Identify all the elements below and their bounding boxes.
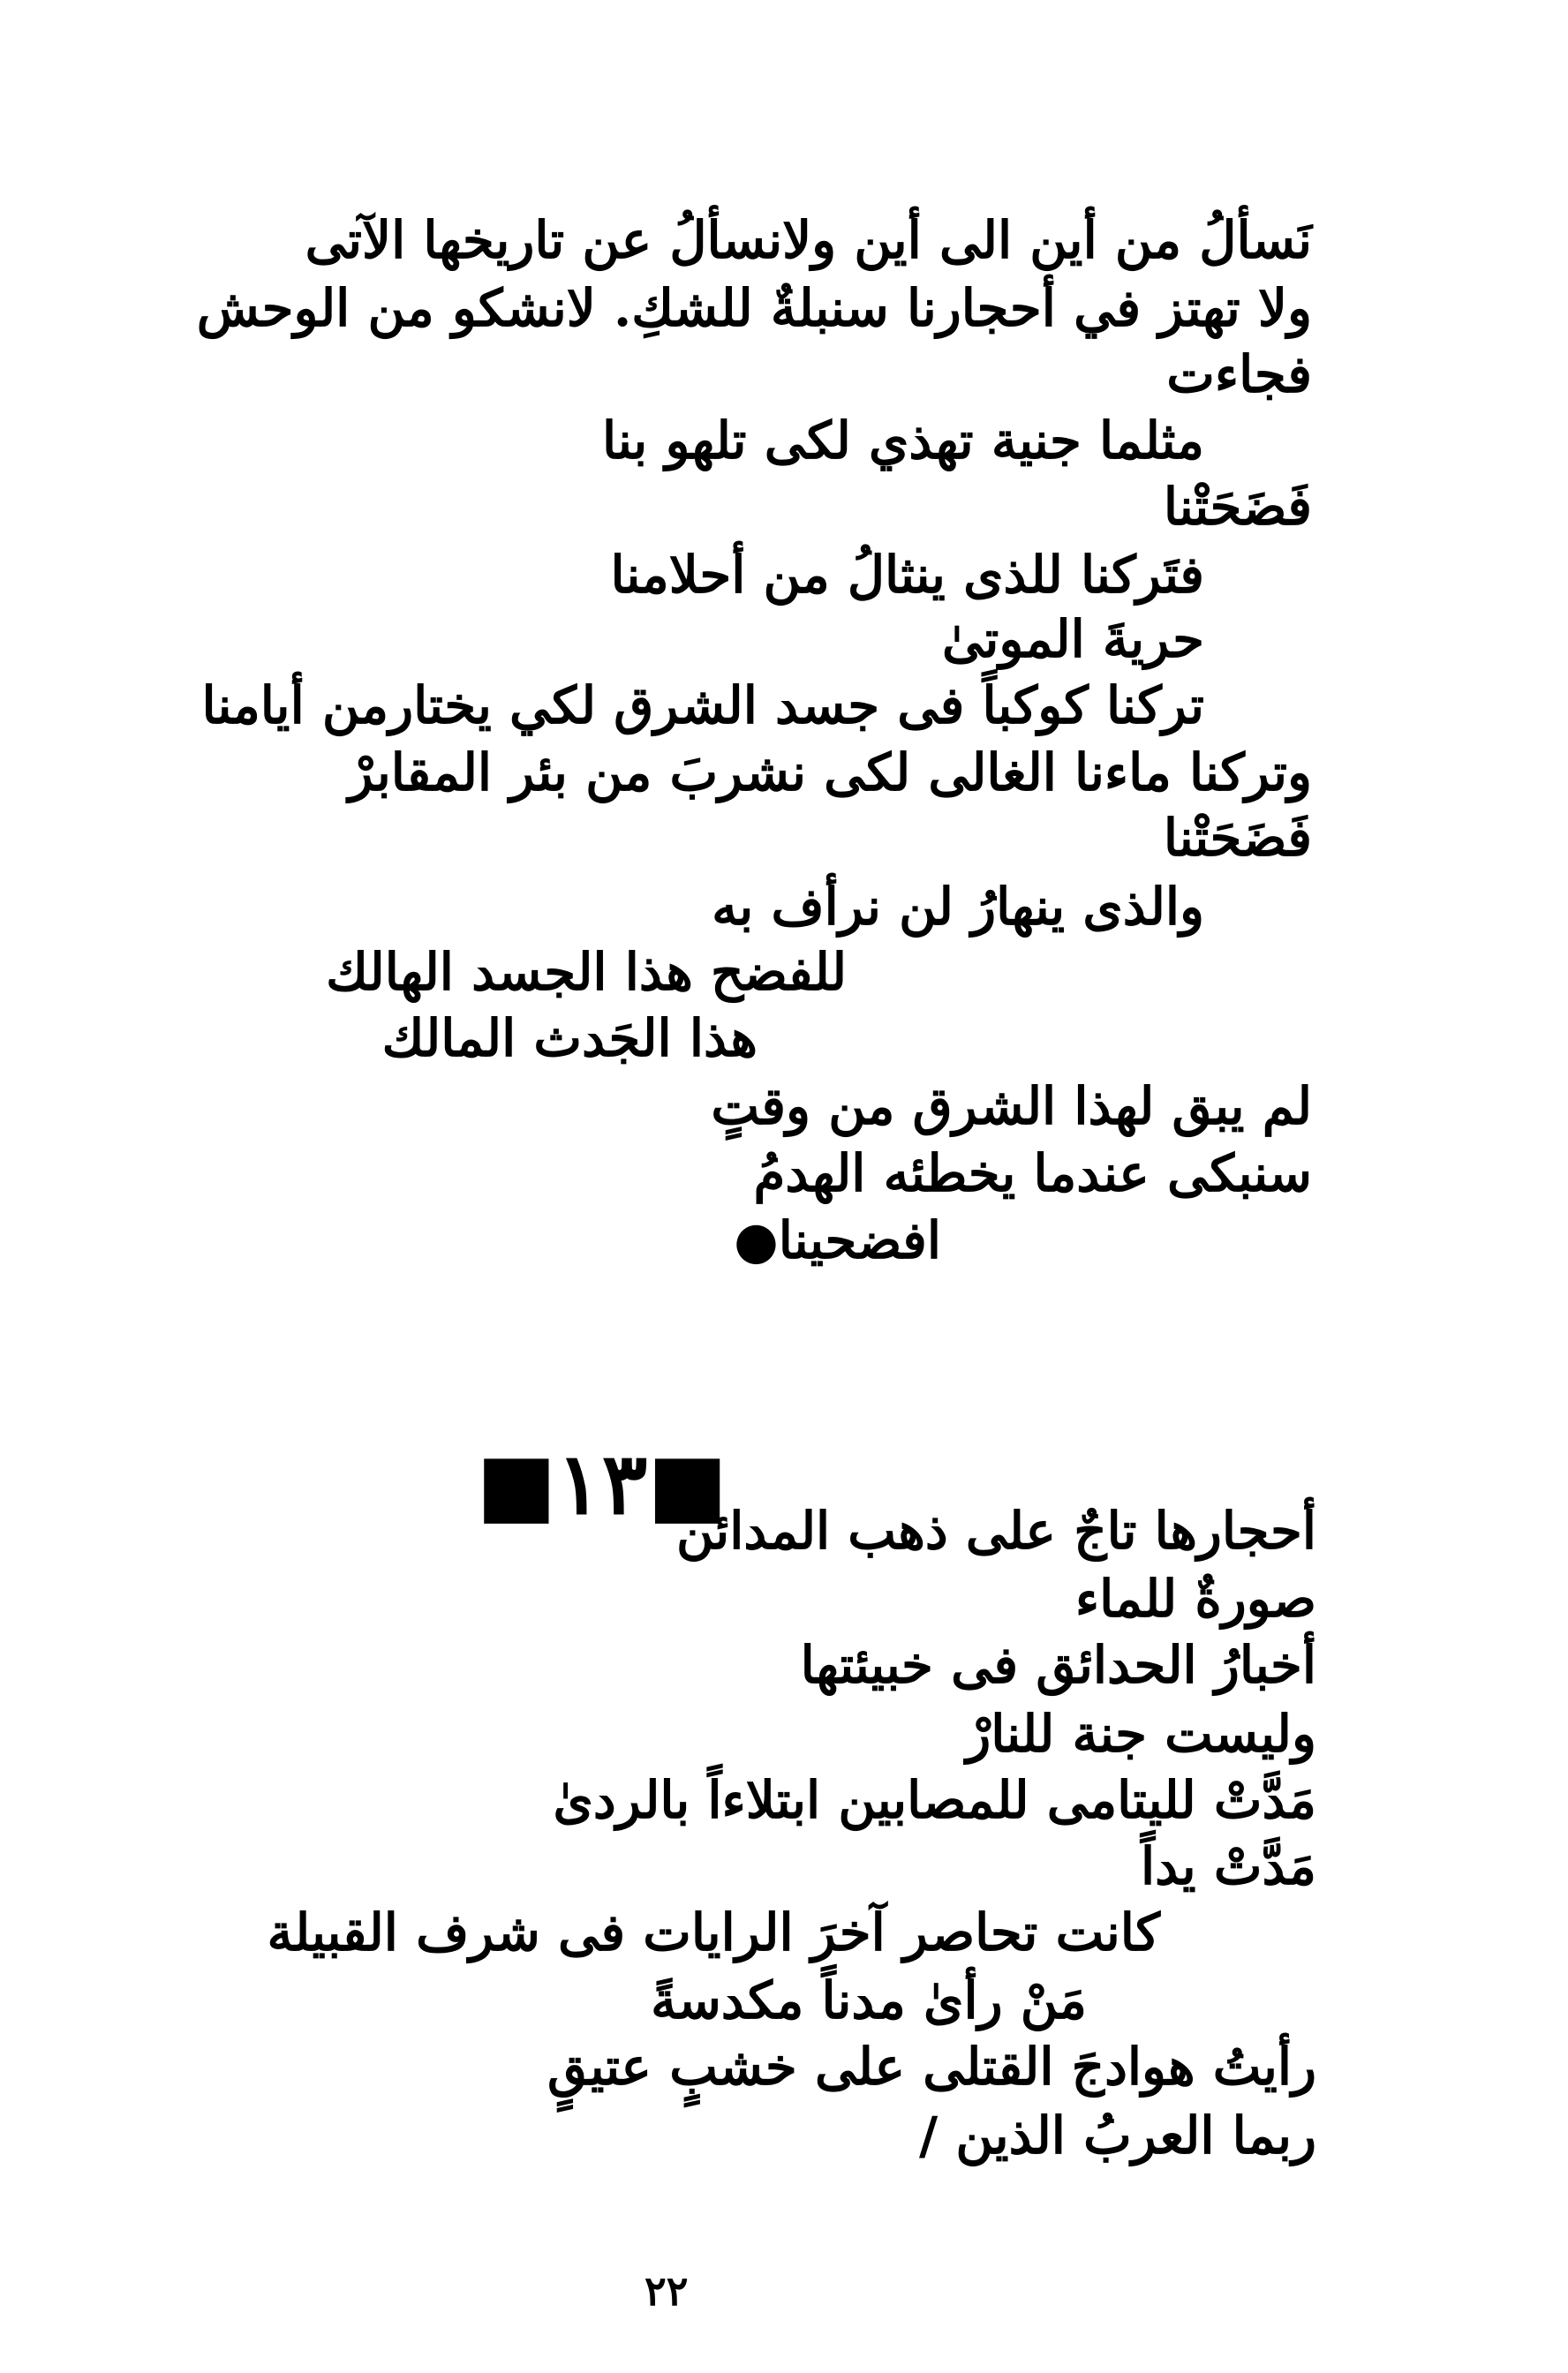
section-number-marker: ■١٣■ <box>476 1434 727 1533</box>
poem-line: مَنْ رأىٰ مدناً مكدسةً <box>651 1970 1087 2030</box>
poem-line: فتَركنا للذى ينثالُ من أحلامنا <box>610 545 1204 605</box>
poem-line: سنبكى عندما يخطئه الهدمُ <box>753 1143 1312 1203</box>
poem-line: أحجارها تاجٌ على ذهب المدائن <box>675 1501 1316 1561</box>
poem-line: كانت تحاصر آخرَ الرايات فى شرف القبيلة <box>267 1902 1160 1962</box>
poem-line: حريةَ الموتىٰ <box>941 609 1204 669</box>
poem-line: فجاءت <box>1166 344 1312 404</box>
page-number: ٢٢ <box>645 2267 689 2315</box>
poem-line: مثلما جنية تهذي لكى تلهو بنا <box>601 411 1204 471</box>
poem-line: أخبارُ الحدائق فى خبيئتها <box>800 1635 1316 1695</box>
poem-line: رأيتُ هوادجَ القتلى على خشبٍ عتيقٍ <box>547 2037 1316 2097</box>
poem-line: لم يبق لهذا الشرق من وقتٍ <box>711 1076 1312 1136</box>
poem-line: ربما العربُ الذين / <box>918 2106 1316 2166</box>
poem-line: للفضح هذا الجسد الهالك <box>326 942 847 1002</box>
poem-line: فَضَحَتْنا <box>1163 477 1312 537</box>
poem-line: تركنا كوكباً فى جسد الشرق لكي يختارمن أيامنا <box>201 675 1204 735</box>
poem-line: ولا تهتز في أحجارنا سنبلةٌ للشكِ. لانشكو من الوحش <box>196 278 1312 338</box>
poem-line: وتركنا ماءنا الغالى لكى نشربَ من بئر المقابرْ <box>348 742 1312 802</box>
poem-line: هذا الجَدث المالك <box>381 1008 758 1068</box>
poem-line: مَدَّتْ يداً <box>1140 1836 1316 1896</box>
poem-line: صورةٌ للماء <box>1074 1569 1316 1629</box>
poem-line: مَدَّتْ لليتامى للمصابين ابتلاءاً بالردىٰ <box>553 1770 1316 1830</box>
poem-line: فَضَحَتْنا <box>1163 808 1312 868</box>
poem-line: نَسألُ من أين الى أين ولانسألُ عن تاريخها الآتى <box>305 210 1312 270</box>
poem-line: والذى ينهارُ لن نرأف به <box>712 877 1204 937</box>
poem-line: وليست جنة للنارْ <box>966 1704 1316 1764</box>
poem-line: افضحينا● <box>734 1210 941 1270</box>
